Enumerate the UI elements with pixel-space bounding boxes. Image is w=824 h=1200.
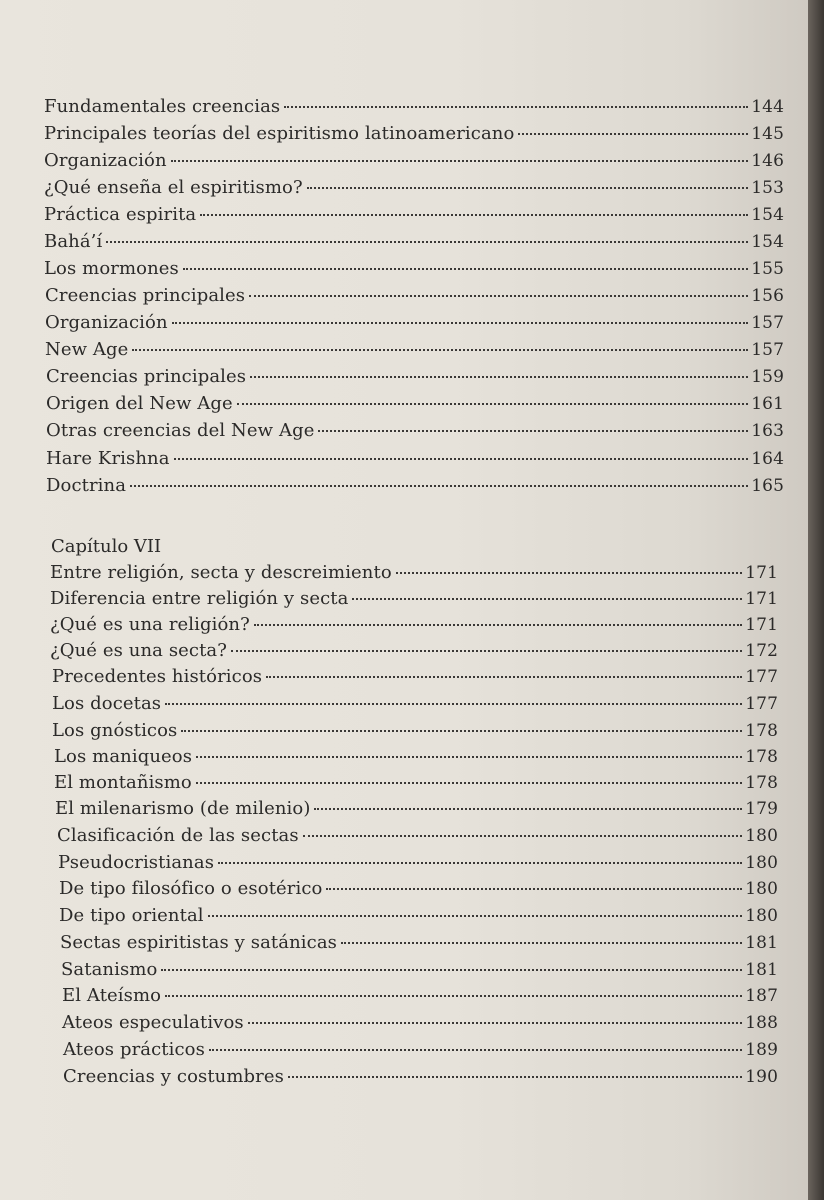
- chapter-heading: Capítulo VII: [51, 536, 162, 557]
- dot-leader: [326, 888, 742, 890]
- toc-entry-page: 156: [751, 286, 784, 306]
- toc-entry-page: 154: [751, 205, 784, 225]
- toc-entry-page: 188: [745, 1013, 778, 1033]
- toc-entry: [45, 285, 784, 311]
- dot-leader: [196, 782, 742, 784]
- toc-entry-page: 165: [751, 476, 784, 496]
- toc-entry: [58, 852, 778, 878]
- dot-leader: [303, 835, 743, 837]
- toc-entry: [46, 366, 784, 392]
- dot-leader: [250, 376, 748, 378]
- dot-leader: [106, 241, 748, 243]
- dot-leader: [196, 756, 742, 758]
- toc-entry: [50, 640, 778, 666]
- toc-entry: [62, 1012, 778, 1038]
- toc-entry: [60, 932, 778, 958]
- toc-entry-page: 145: [751, 124, 784, 144]
- toc-entry-label: El montañismo: [54, 772, 192, 793]
- dot-leader: [165, 995, 742, 997]
- dot-leader: [172, 322, 749, 324]
- toc-entry-page: 178: [745, 773, 778, 793]
- toc-entry: [44, 96, 784, 122]
- toc-entry-label: Otras creencias del New Age: [46, 420, 315, 441]
- toc-entry: [50, 614, 778, 640]
- dot-leader: [248, 1022, 743, 1024]
- toc-entry: [63, 1039, 778, 1065]
- toc-entry-page: 177: [745, 694, 778, 714]
- toc-entry-label: Precedentes históricos: [52, 666, 263, 687]
- toc-entry-page: 187: [745, 986, 778, 1006]
- toc-entry: [52, 720, 778, 746]
- toc-entry-page: 161: [751, 394, 784, 414]
- toc-entry: [44, 177, 784, 203]
- dot-leader: [237, 403, 748, 405]
- toc-entry: [62, 985, 778, 1011]
- toc-entry-label: Doctrina: [46, 475, 127, 496]
- toc-entry: [59, 878, 778, 904]
- toc-entry-label: Fundamentales creencias: [44, 96, 281, 117]
- toc-entry: [57, 825, 778, 851]
- toc-entry: [52, 693, 778, 719]
- toc-entry-page: 179: [745, 799, 778, 819]
- dot-leader: [266, 676, 742, 678]
- toc-entry: [59, 905, 778, 931]
- toc-entry: [61, 959, 778, 985]
- toc-entry-label: Los gnósticos: [52, 720, 178, 741]
- toc-entry-page: 189: [745, 1040, 778, 1060]
- toc-entry-label: ¿Qué es una secta?: [50, 640, 228, 661]
- toc-entry: [44, 204, 784, 230]
- dot-leader: [314, 808, 742, 810]
- toc-entry-page: 172: [745, 641, 778, 661]
- toc-entry: [50, 588, 778, 614]
- toc-entry-label: New Age: [45, 339, 129, 360]
- toc-entry-label: De tipo filosófico o esotérico: [59, 878, 323, 899]
- dot-leader: [200, 214, 748, 216]
- dot-leader: [352, 598, 742, 600]
- toc-entry: [46, 475, 784, 501]
- toc-entry: [45, 312, 784, 338]
- toc-entry: [55, 798, 778, 824]
- toc-entry-label: Clasificación de las sectas: [57, 825, 299, 846]
- toc-entry-page: 171: [745, 563, 778, 583]
- dot-leader: [284, 106, 748, 108]
- toc-entry-label: Entre religión, secta y descreimiento: [50, 562, 392, 583]
- toc-entry: [44, 123, 784, 149]
- toc-entry-page: 180: [745, 826, 778, 846]
- toc-entry: [52, 666, 778, 692]
- toc-entry-label: Bahá’í: [44, 231, 103, 252]
- toc-entry-page: 157: [751, 340, 784, 360]
- dot-leader: [288, 1076, 742, 1078]
- toc-entry-page: 181: [745, 960, 778, 980]
- toc-entry-label: El milenarismo (de milenio): [55, 798, 311, 819]
- toc-entry-page: 171: [745, 589, 778, 609]
- toc-entry-page: 163: [751, 421, 784, 441]
- toc-entry-label: El Ateísmo: [62, 985, 162, 1006]
- toc-entry: [45, 339, 784, 365]
- toc-entry-label: ¿Qué es una religión?: [50, 614, 250, 635]
- toc-entry-page: 154: [751, 232, 784, 252]
- toc-entry-label: Los mormones: [44, 258, 179, 279]
- toc-entry-label: Los docetas: [52, 693, 162, 714]
- dot-leader: [396, 572, 742, 574]
- toc-entry-label: Sectas espiritistas y satánicas: [60, 932, 337, 953]
- toc-entry-label: ¿Qué enseña el espiritismo?: [44, 177, 303, 198]
- toc-entry-label: Origen del New Age: [46, 393, 233, 414]
- toc-entry: [46, 420, 784, 446]
- page-edge-shadow: [808, 0, 824, 1200]
- dot-leader: [208, 915, 743, 917]
- toc-entry-page: 177: [745, 667, 778, 687]
- toc-entry-label: Creencias principales: [46, 366, 247, 387]
- dot-leader: [130, 485, 748, 487]
- toc-entry-label: De tipo oriental: [59, 905, 204, 926]
- dot-leader: [174, 458, 749, 460]
- toc-entry-page: 180: [745, 906, 778, 926]
- dot-leader: [209, 1049, 742, 1051]
- toc-entry: [44, 150, 784, 176]
- dot-leader: [341, 942, 742, 944]
- dot-leader: [218, 862, 742, 864]
- toc-entry-page: 171: [745, 615, 778, 635]
- toc-entry-label: Satanismo: [61, 959, 158, 980]
- toc-entry-label: Diferencia entre religión y secta: [50, 588, 349, 609]
- toc-entry: [44, 231, 784, 257]
- toc-entry-label: Creencias principales: [45, 285, 246, 306]
- toc-entry-label: Principales teorías del espiritismo latinoamericano: [44, 123, 515, 144]
- toc-entry-page: 181: [745, 933, 778, 953]
- toc-entry-page: 144: [751, 97, 784, 117]
- toc-entry: [46, 393, 784, 419]
- toc-entry-page: 146: [751, 151, 784, 171]
- toc-entry-page: 180: [745, 853, 778, 873]
- toc-entry-label: Hare Krishna: [46, 448, 170, 469]
- toc-entry-label: Pseudocristianas: [58, 852, 215, 873]
- toc-entry-label: Los maniqueos: [54, 746, 193, 767]
- dot-leader: [318, 430, 748, 432]
- dot-leader: [181, 730, 742, 732]
- toc-entry-label: Organización: [45, 312, 168, 333]
- toc-entry: [50, 562, 778, 588]
- dot-leader: [518, 133, 748, 135]
- toc-entry: [54, 746, 778, 772]
- toc-entry-label: Ateos especulativos: [62, 1012, 244, 1033]
- dot-leader: [165, 703, 742, 705]
- dot-leader: [171, 160, 749, 162]
- dot-leader: [307, 187, 749, 189]
- toc-entry-page: 155: [751, 259, 784, 279]
- toc-entry-page: 180: [745, 879, 778, 899]
- toc-entry-page: 190: [745, 1067, 778, 1087]
- toc-entry: [46, 448, 784, 474]
- dot-leader: [249, 295, 748, 297]
- toc-entry-label: Organización: [44, 150, 167, 171]
- toc-entry-page: 178: [745, 747, 778, 767]
- dot-leader: [183, 268, 748, 270]
- toc-entry: [63, 1066, 778, 1092]
- toc-entry-page: 178: [745, 721, 778, 741]
- dot-leader: [132, 349, 748, 351]
- dot-leader: [161, 969, 742, 971]
- toc-entry: [54, 772, 778, 798]
- toc-entry-page: 153: [751, 178, 784, 198]
- toc-entry: [44, 258, 784, 284]
- toc-entry-label: Ateos prácticos: [63, 1039, 205, 1060]
- dot-leader: [231, 650, 742, 652]
- toc-entry-page: 159: [751, 367, 784, 387]
- toc-entry-page: 164: [751, 449, 784, 469]
- dot-leader: [254, 624, 742, 626]
- toc-entry-label: Práctica espirita: [44, 204, 197, 225]
- toc-entry-label: Creencias y costumbres: [63, 1066, 284, 1087]
- toc-entry-page: 157: [751, 313, 784, 333]
